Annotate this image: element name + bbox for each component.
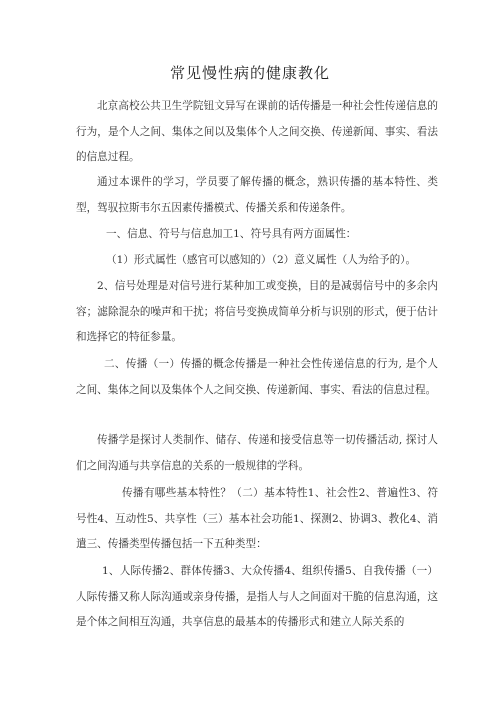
paragraph-section-one-heading: 一、信息、符号与信息加工1、符号具有两方面属性：	[106, 228, 357, 240]
paragraph-course-goals: 通过本课件的学习，学员要了解传播的概念，熟识传播的基本特性、类型，驾驭拉斯韦尔五因素传播模式、传播关系和传递条件。	[76, 176, 438, 214]
paragraph-intro: 北京高校公共卫生学院钮文异写在课前的话传播是一种社会性传递信息的行为，是个人之间、集体之间以及集体个人之间交换、传递新闻、事实、看法的信息过程。	[76, 100, 438, 164]
paragraph-communication-studies: 传播学是探讨人类制作、储存、传递和接受信息等一切传播活动, 探讨人们之间沟通与共享信息的关系的一般规律的学科。	[76, 434, 438, 472]
paragraph-section-two-concept: 二、传播（一）传播的概念传播是一种社会性传递信息的行为, 是个人之间、集体之间以及集体个人之间交换、传递新闻、事实、看法的信息过程。	[76, 358, 438, 396]
paragraph-basic-characteristics: 传播有哪些基本特性？（二）基本特性1、社会性2、普遍性3、符号性4、互动性5、共享性（三）基本社会功能1、探测2、协调3、教化4、消遣三、传播类型传播包括一下五种类型：	[76, 487, 438, 551]
document-title: 常见慢性病的健康教化	[169, 64, 330, 82]
paragraph-communication-types: 1、人际传播2、群体传播3、大众传播4、组织传播5、自我传播（一）人际传播又称人际沟通或亲身传播，是指人与人之间面对干脆的信息沟通，这是个体之间相互沟通，共享信息的最基本的传播形式和建立人际关系的	[76, 565, 438, 629]
paragraph-signal-processing: 2、信号处理是对信号进行某种加工或变换，目的是减弱信号中的多余内容；滤除混杂的噪声和干扰；将信号变换成简单分析与识别的形式，便于估计和选择它的特征参量。	[76, 280, 438, 344]
paragraph-symbol-attributes: （1）形式属性（感官可以感知的）（2）意义属性（人为给予的）。	[106, 254, 417, 266]
